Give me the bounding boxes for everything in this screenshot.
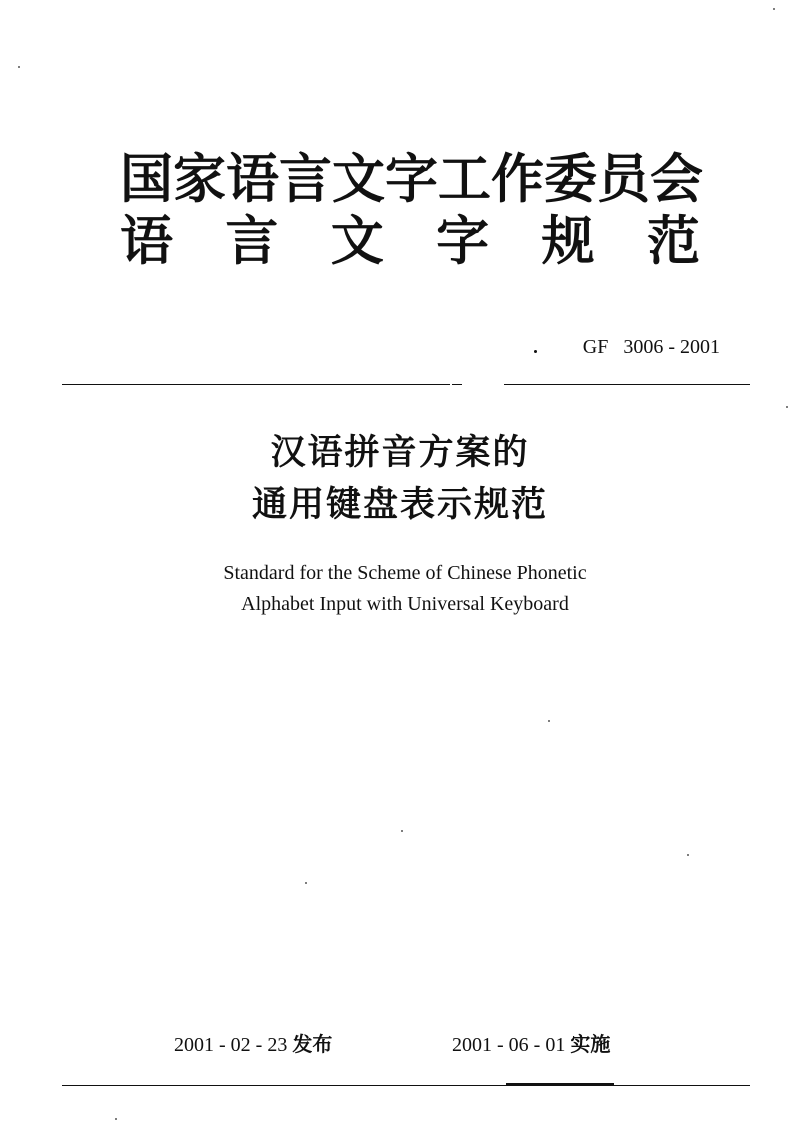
category-char: 规 [541, 210, 595, 272]
header-rule-mid [452, 384, 462, 385]
scan-speck [18, 66, 20, 68]
scan-speck [786, 406, 788, 408]
footer-rule-accent [506, 1083, 614, 1085]
publish-date-value: 2001 - 02 - 23 [174, 1034, 288, 1056]
footer-rule [62, 1085, 750, 1086]
scan-speck [548, 720, 550, 722]
publish-date [174, 1030, 332, 1059]
category-char: 文 [330, 210, 384, 272]
standard-code: GF 3006 - 2001 [582, 336, 720, 358]
effective-date-value: 2001 - 06 - 01 [452, 1034, 566, 1056]
effective-date [452, 1030, 610, 1059]
header-rule-left [62, 384, 450, 385]
scan-speck [401, 830, 403, 832]
title-cn-line2: 通用键盘表示规范 [251, 485, 548, 525]
category-char: 字 [436, 210, 490, 272]
category-char: 范 [646, 210, 700, 272]
scan-speck [305, 882, 307, 884]
title-en-line2: Alphabet Input with Universal Keyboard [241, 593, 569, 615]
category-title [120, 208, 700, 274]
title-en-line1: Standard for the Scheme of Chinese Phonetic [223, 562, 587, 584]
publish-date-label: 发布 [292, 1032, 333, 1056]
scan-speck [687, 854, 689, 856]
effective-date-label: 实施 [570, 1032, 611, 1056]
code-dot [534, 350, 537, 353]
issuer-title: 国家语言文字工作委员会 [120, 148, 703, 210]
header-rule-right [504, 384, 750, 385]
category-char: 言 [225, 210, 279, 272]
scan-speck [773, 8, 775, 10]
scan-speck [115, 1118, 117, 1120]
title-cn-line1: 汉语拼音方案的 [270, 433, 530, 473]
category-char: 语 [120, 210, 173, 272]
